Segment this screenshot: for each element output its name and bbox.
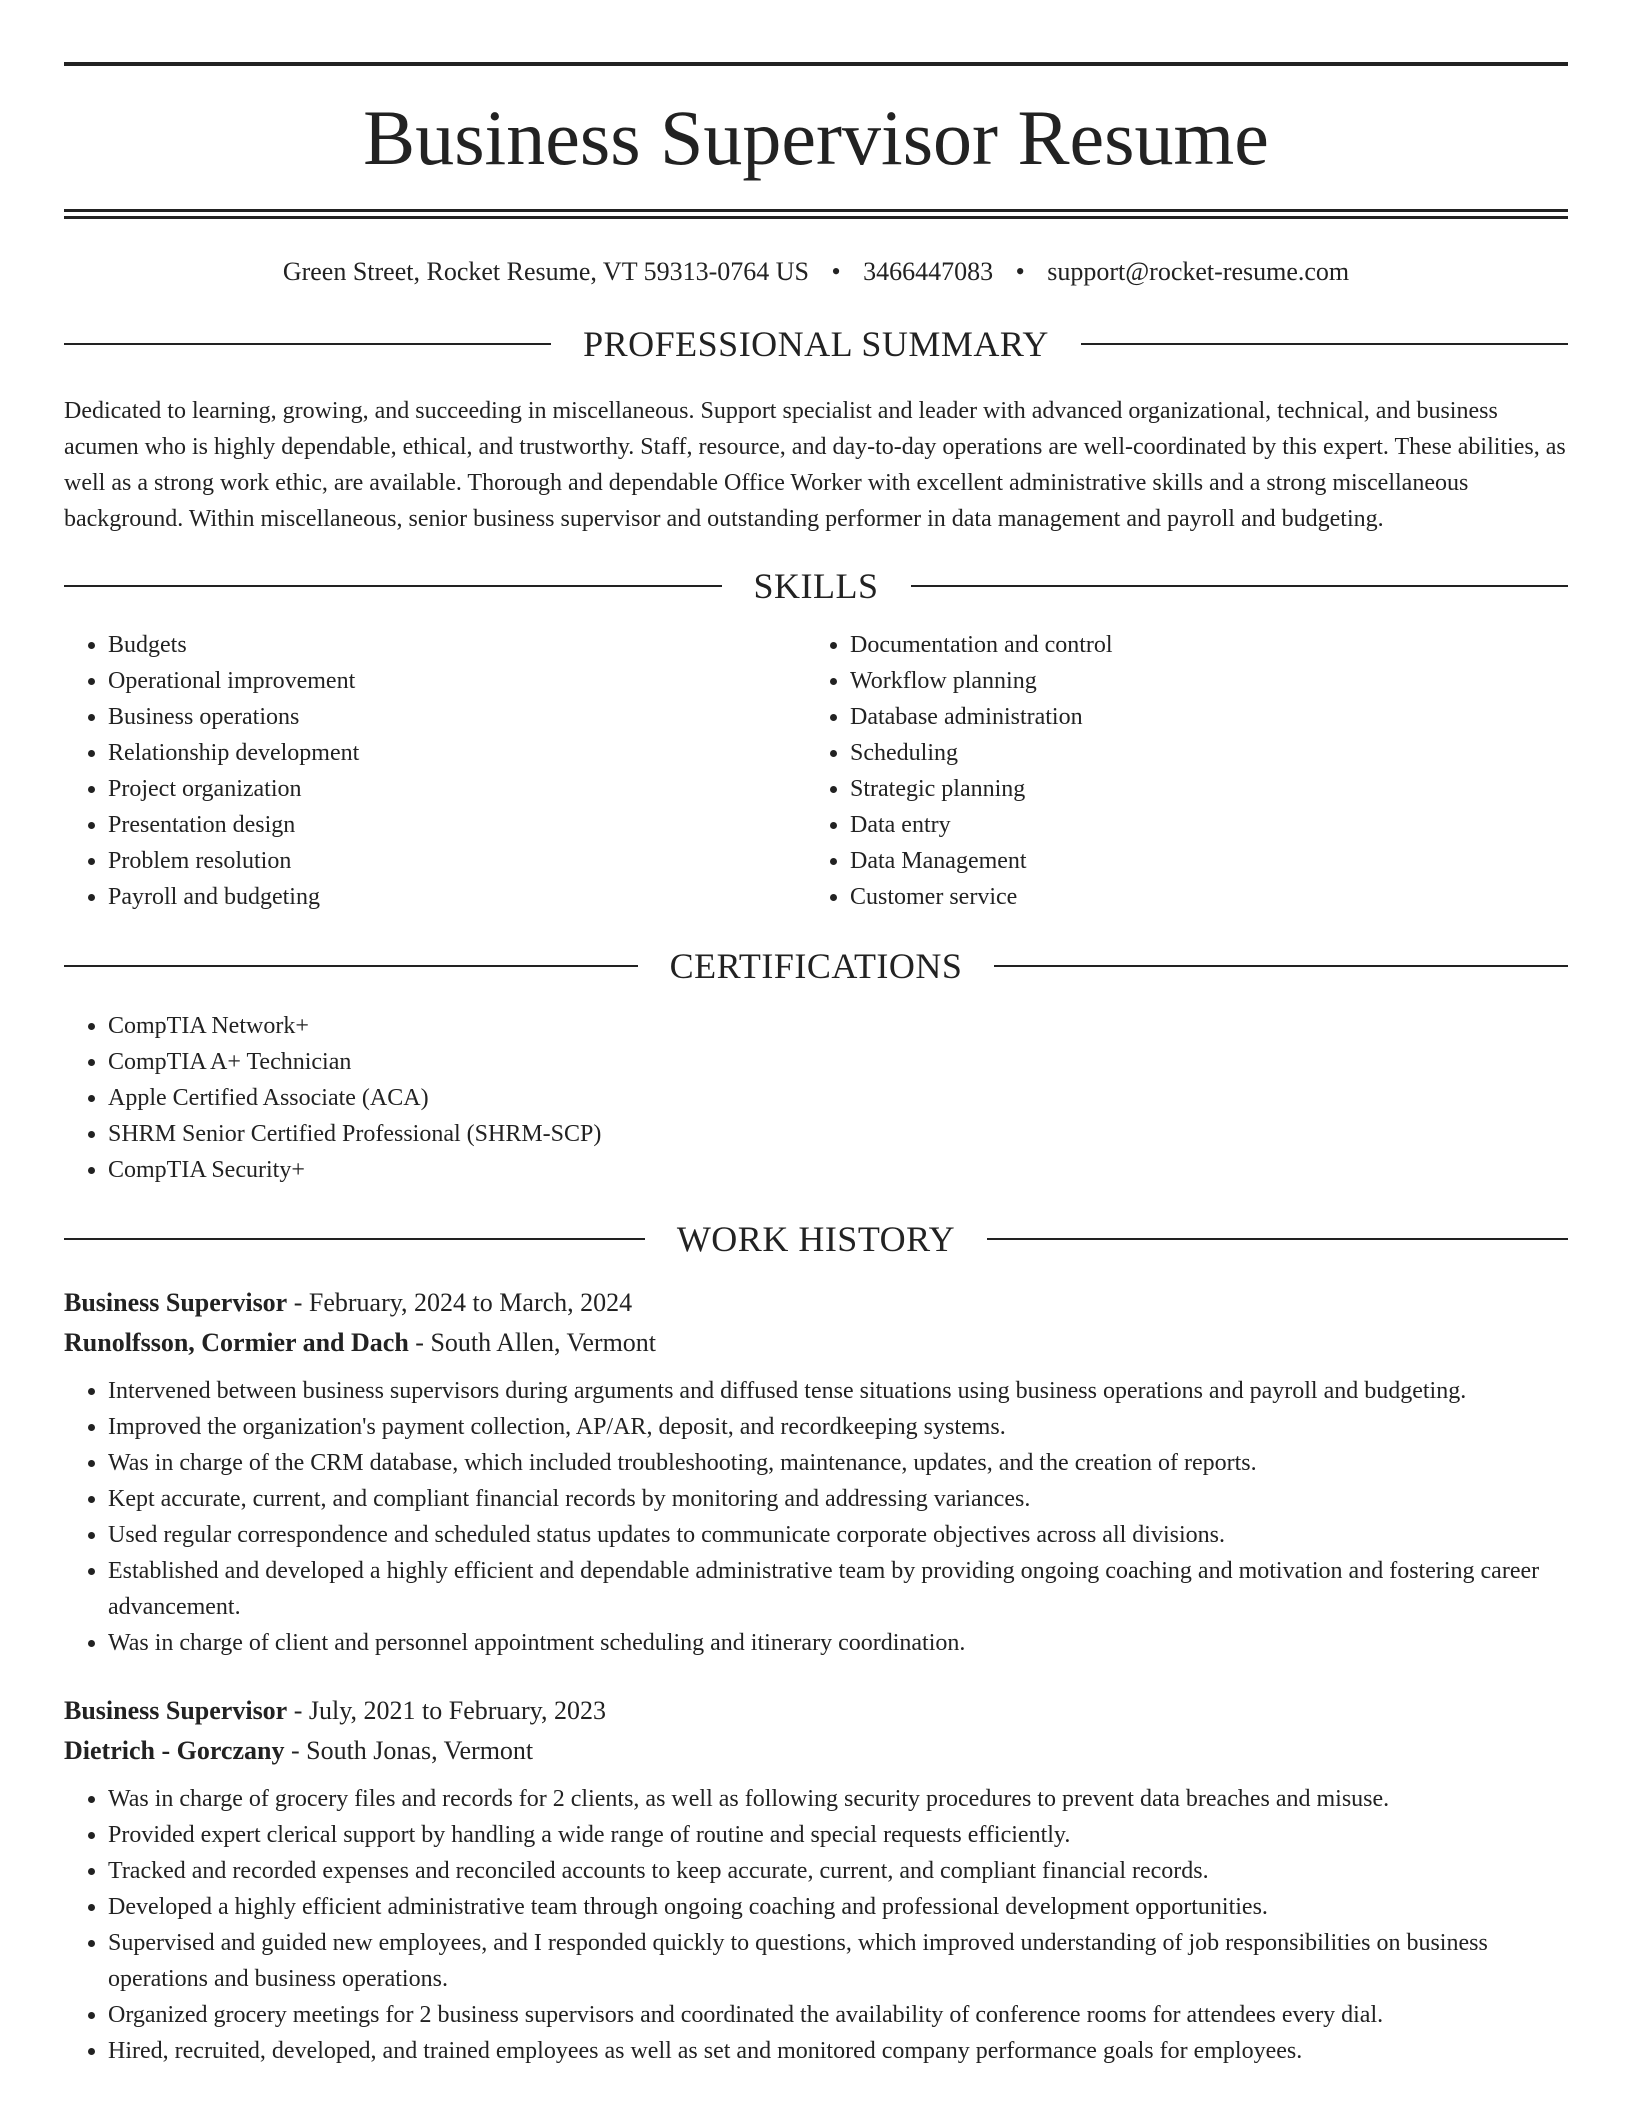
job-bullet: • Was in charge of the CRM database, which included troubleshooting, maintenance, updates, and the creation of reports.	[108, 1445, 1568, 1481]
job-title: Business Supervisor	[64, 1288, 288, 1317]
heading-rule-right	[994, 965, 1568, 967]
resume-content	[64, 62, 1568, 2069]
skill-item: • Documentation and control	[850, 627, 1548, 663]
skill-item: • Problem resolution	[108, 843, 806, 879]
job-bullet: • Provided expert clerical support by handling a wide range of routine and special requests efficiently.	[108, 1817, 1568, 1853]
job-title-line	[64, 1283, 1568, 1323]
job-bullets	[64, 1781, 1568, 2069]
skill-item: • Data entry	[850, 807, 1548, 843]
heading-rule-right	[911, 585, 1569, 587]
heading-rule-left	[64, 1238, 645, 1240]
job-company: Dietrich - Gorczany	[64, 1736, 285, 1765]
top-rule	[64, 62, 1568, 66]
job-bullet: • Organized grocery meetings for 2 business supervisors and coordinated the availability of conference rooms for attendees every dial.	[108, 1997, 1568, 2033]
skills-list	[64, 627, 1568, 915]
skill-item: • Data Management	[850, 843, 1548, 879]
job-location: - South Allen, Vermont	[408, 1328, 657, 1357]
contact-address: Green Street, Rocket Resume, VT 59313-0764 US	[282, 257, 810, 286]
skill-item: • Workflow planning	[850, 663, 1548, 699]
skill-item: • Presentation design	[108, 807, 806, 843]
heading-rule-right	[1081, 343, 1568, 345]
skill-item: • Customer service	[850, 879, 1548, 915]
job-title-line	[64, 1691, 1568, 1731]
work-history-heading-label: WORK HISTORY	[676, 1219, 956, 1259]
skills-heading	[64, 568, 1568, 604]
contact-separator: •	[831, 257, 841, 286]
contact-email: support@rocket-resume.com	[1047, 257, 1350, 286]
summary-heading	[64, 326, 1568, 362]
skill-item: • Operational improvement	[108, 663, 806, 699]
job-bullet: • Was in charge of client and personnel appointment scheduling and itinerary coordination.	[108, 1625, 1568, 1661]
job-dates: - February, 2024 to March, 2024	[287, 1288, 633, 1317]
work-history-heading	[64, 1221, 1568, 1257]
job-bullet: • Kept accurate, current, and compliant financial records by monitoring and addressing variances.	[108, 1481, 1568, 1517]
skill-item: • Project organization	[108, 771, 806, 807]
skills-column-left	[64, 627, 806, 915]
job-bullets	[64, 1373, 1568, 1661]
skill-item: • Scheduling	[850, 735, 1548, 771]
skills-heading-label: SKILLS	[753, 566, 879, 606]
skill-item: • Business operations	[108, 699, 806, 735]
job-company-line	[64, 1731, 1568, 1771]
skill-item: • Strategic planning	[850, 771, 1548, 807]
skill-item: • Budgets	[108, 627, 806, 663]
skill-item: • Payroll and budgeting	[108, 879, 806, 915]
certification-item: • SHRM Senior Certified Professional (SHRM-SCP)	[108, 1116, 1568, 1152]
job-company-line	[64, 1323, 1568, 1363]
job-entry	[64, 1283, 1568, 1661]
job-bullet: • Developed a highly efficient administrative team through ongoing coaching and professional development opportunities.	[108, 1889, 1568, 1925]
certification-item: • Apple Certified Associate (ACA)	[108, 1080, 1568, 1116]
job-title: Business Supervisor	[64, 1696, 288, 1725]
job-bullet: • Tracked and recorded expenses and reconciled accounts to keep accurate, current, and compliant financial records.	[108, 1853, 1568, 1889]
contact-phone: 3466447083	[863, 257, 994, 286]
title-double-rule	[64, 209, 1568, 219]
job-bullet: • Used regular correspondence and scheduled status updates to communicate corporate objectives across all divisions.	[108, 1517, 1568, 1553]
heading-rule-left	[64, 965, 638, 967]
contact-line	[64, 255, 1568, 289]
job-bullet: • Improved the organization's payment collection, AP/AR, deposit, and recordkeeping systems.	[108, 1409, 1568, 1445]
certifications-heading-label: CERTIFICATIONS	[669, 946, 963, 986]
skills-column-right	[806, 627, 1548, 915]
page-title: Business Supervisor Resume	[363, 94, 1269, 181]
heading-rule-left	[64, 585, 722, 587]
job-company: Runolfsson, Cormier and Dach	[64, 1328, 409, 1357]
heading-rule-right	[987, 1238, 1568, 1240]
job-location: - South Jonas, Vermont	[284, 1736, 534, 1765]
certification-item: • CompTIA A+ Technician	[108, 1044, 1568, 1080]
job-dates: - July, 2021 to February, 2023	[287, 1696, 606, 1725]
summary-heading-label: PROFESSIONAL SUMMARY	[583, 324, 1049, 364]
heading-rule-left	[64, 343, 551, 345]
certifications-heading	[64, 948, 1568, 984]
job-bullet: • Hired, recruited, developed, and trained employees as well as set and monitored company performance goals for employees.	[108, 2033, 1568, 2069]
skill-item: • Relationship development	[108, 735, 806, 771]
summary-text: Dedicated to learning, growing, and succeeding in miscellaneous. Support specialist and leader with advanced organizational, technical, and business acumen who is highly dependable, ethical, and trustworthy. Staff, resource, and day-to-day operations are well-coordinated by this expert. These abilities, as well as a strong work ethic, are available. Thorough and dependable Office Worker with excellent administrative skills and a strong miscellaneous background. Within miscellaneous, senior business supervisor and outstanding performer in data management and payroll and budgeting.	[64, 398, 1566, 532]
job-entry	[64, 1691, 1568, 2069]
skill-item: • Database administration	[850, 699, 1548, 735]
certification-item: • CompTIA Security+	[108, 1152, 1568, 1188]
certification-item: • CompTIA Network+	[108, 1008, 1568, 1044]
certifications-list	[64, 1008, 1568, 1188]
job-bullet: • Was in charge of grocery files and records for 2 clients, as well as following security procedures to prevent data breaches and misuse.	[108, 1781, 1568, 1817]
job-bullet: • Supervised and guided new employees, and I responded quickly to questions, which improved understanding of job responsibilities on business operations and business operations.	[108, 1925, 1568, 1997]
job-bullet: • Established and developed a highly efficient and dependable administrative team by providing ongoing coaching and motivation and fostering career advancement.	[108, 1553, 1568, 1625]
job-bullet: • Intervened between business supervisors during arguments and diffused tense situations using business operations and payroll and budgeting.	[108, 1373, 1568, 1409]
contact-separator: •	[1015, 257, 1025, 286]
